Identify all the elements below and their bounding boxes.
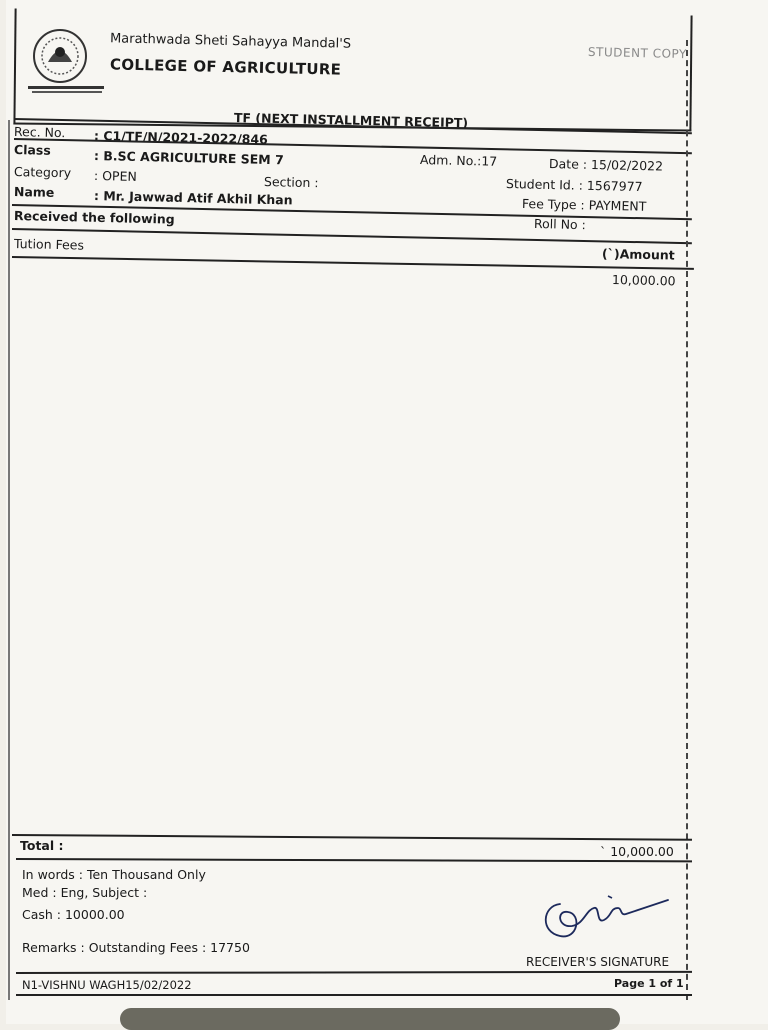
right-border [686,40,688,1000]
class-label: Class [13,142,51,158]
total-value: ` 10,000.00 [600,844,674,859]
student-name: : Mr. Jawwad Atif Akhil Khan [93,188,293,208]
category-label: Category [13,164,72,181]
category-value: : OPEN [93,168,137,184]
left-border [8,120,10,1000]
rec-no-label: Rec. No. [13,124,66,141]
copy-label: STUDENT COPY [587,44,687,62]
cash-amount: Cash : 10000.00 [22,907,125,922]
section-label: Section : [263,174,319,191]
receipt-title: TF (NEXT INSTALLMENT RECEIPT) [233,110,469,131]
rule-bottom [16,994,692,996]
page-number: Page 1 of 1 [614,977,684,990]
rule-items-header [12,256,694,270]
rec-no-value: : C1/TF/N/2021-2022/846 [93,128,269,147]
receipt-document [6,0,768,1024]
received-label: Received the following [13,208,175,227]
college-name: COLLEGE OF AGRICULTURE [109,55,342,79]
remarks: Remarks : Outstanding Fees : 17750 [22,940,250,955]
roll-no: Roll No : [533,216,587,233]
operator-stamp: N1-VISHNU WAGH15/02/2022 [22,978,192,992]
receipt-date: Date : 15/02/2022 [548,156,664,174]
rule-footer [16,971,692,974]
college-logo-icon [22,22,106,98]
adm-no: Adm. No.:17 [419,152,498,169]
class-value: : B.SC AGRICULTURE SEM 7 [93,148,284,168]
total-label: Total : [20,838,64,853]
student-id: Student Id. : 1567977 [505,176,643,195]
amount-header: (`)Amount [601,246,675,263]
fee-item-name: Tution Fees [13,236,85,253]
signature-label: RECEIVER'S SIGNATURE [526,955,670,969]
rule-before-total [12,834,692,841]
fee-type: Fee Type : PAYMENT [521,196,647,214]
rule-after-received [12,228,692,244]
medium-subject: Med : Eng, Subject : [22,885,148,900]
org-name: Marathwada Sheti Sahayya Mandal'S [109,31,352,52]
rule-after-total [16,858,692,862]
name-label: Name [13,184,55,200]
fee-item-amount: 10,000.00 [611,272,676,289]
table-edge-background [120,1008,620,1030]
receiver-signature-mark [538,884,674,944]
amount-in-words: In words : Ten Thousand Only [22,867,206,882]
